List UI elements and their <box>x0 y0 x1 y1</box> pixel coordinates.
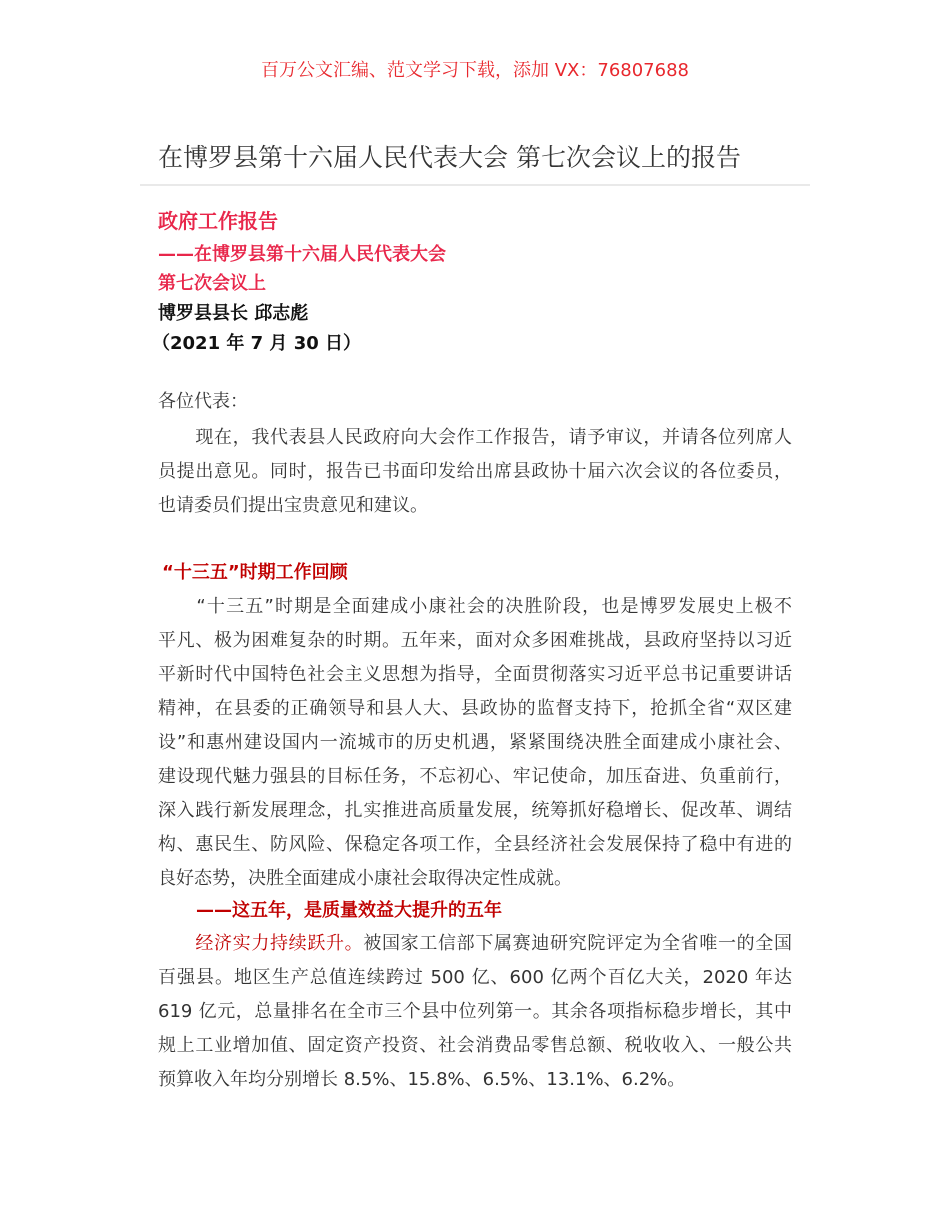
text-line: 平凡、极为困难复杂的时期。五年来，面对众多困难挑战，县政府坚持以习近 <box>158 630 792 651</box>
title-divider <box>140 184 810 186</box>
review-paragraph <box>158 590 792 896</box>
text-line: 深入践行新发展理念，扎实推进高质量发展，统筹抓好稳增长、促改革、调结 <box>158 800 792 821</box>
section-heading: “十三五”时期工作回顾 <box>162 562 348 583</box>
text-line: “十三五”时期是全面建成小康社会的决胜阶段，也是博罗发展史上极不 <box>158 596 792 617</box>
text-span: 被国家工信部下属赛迪研究院评定为全省唯一的全国 <box>363 933 793 954</box>
text-line: 平新时代中国特色社会主义思想为指导，全面贯彻落实习近平总书记重要讲话 <box>158 664 792 685</box>
report-heading: 政府工作报告 <box>158 209 278 233</box>
text-line: 设”和惠州建设国内一流城市的历史机遇，紧紧围绕决胜全面建成小康社会、 <box>158 732 792 753</box>
text-line: 构、惠民生、防风险、保稳定各项工作，全县经济社会发展保持了稳中有进的 <box>158 834 792 855</box>
report-author: 博罗县县长 邱志彪 <box>158 303 309 324</box>
watermark-banner: 百万公文汇编、范文学习下载，添加 VX：76807688 <box>261 60 689 81</box>
text-line: 619 亿元，总量排名在全市三个县中位列第一。其余各项指标稳步增长，其中 <box>158 1001 792 1022</box>
text-line: 百强县。地区生产总值连续跨过 500 亿、600 亿两个百亿大关，2020 年达 <box>158 967 792 988</box>
text-line: 员提出意见。同时，报告已书面印发给出席县政协十届六次会议的各位委员， <box>158 461 792 482</box>
text-line <box>158 927 792 961</box>
subheading: ——这五年，是质量效益大提升的五年 <box>196 900 502 921</box>
text-line: 精神，在县委的正确领导和县人大、县政协的监督支持下，抢抓全省“双区建 <box>158 698 792 719</box>
report-subtitle-2: 第七次会议上 <box>158 273 266 294</box>
text-line: 建设现代魅力强县的目标任务，不忘初心、牢记使命，加压奋进、负重前行， <box>158 766 792 787</box>
report-date: （2021 年 7 月 30 日） <box>152 333 362 354</box>
highlight-text: 经济实力持续跃升。 <box>195 933 364 954</box>
text-line: 预算收入年均分别增长 8.5%、15.8%、6.5%、13.1%、6.2%。 <box>158 1069 686 1090</box>
report-subtitle-1: ——在博罗县第十六届人民代表大会 <box>158 244 446 265</box>
economy-paragraph <box>158 927 792 1097</box>
salutation: 各位代表： <box>158 391 248 412</box>
text-line: 现在，我代表县人民政府向大会作工作报告，请予审议，并请各位列席人 <box>158 427 792 448</box>
intro-paragraph <box>158 421 792 523</box>
text-line: 良好态势，决胜全面建成小康社会取得决定性成就。 <box>158 868 572 889</box>
text-line: 也请委员们提出宝贵意见和建议。 <box>158 495 428 516</box>
text-line: 规上工业增加值、固定资产投资、社会消费品零售总额、税收收入、一般公共 <box>158 1035 792 1056</box>
document-title: 在博罗县第十六届人民代表大会 第七次会议上的报告 <box>158 143 741 172</box>
